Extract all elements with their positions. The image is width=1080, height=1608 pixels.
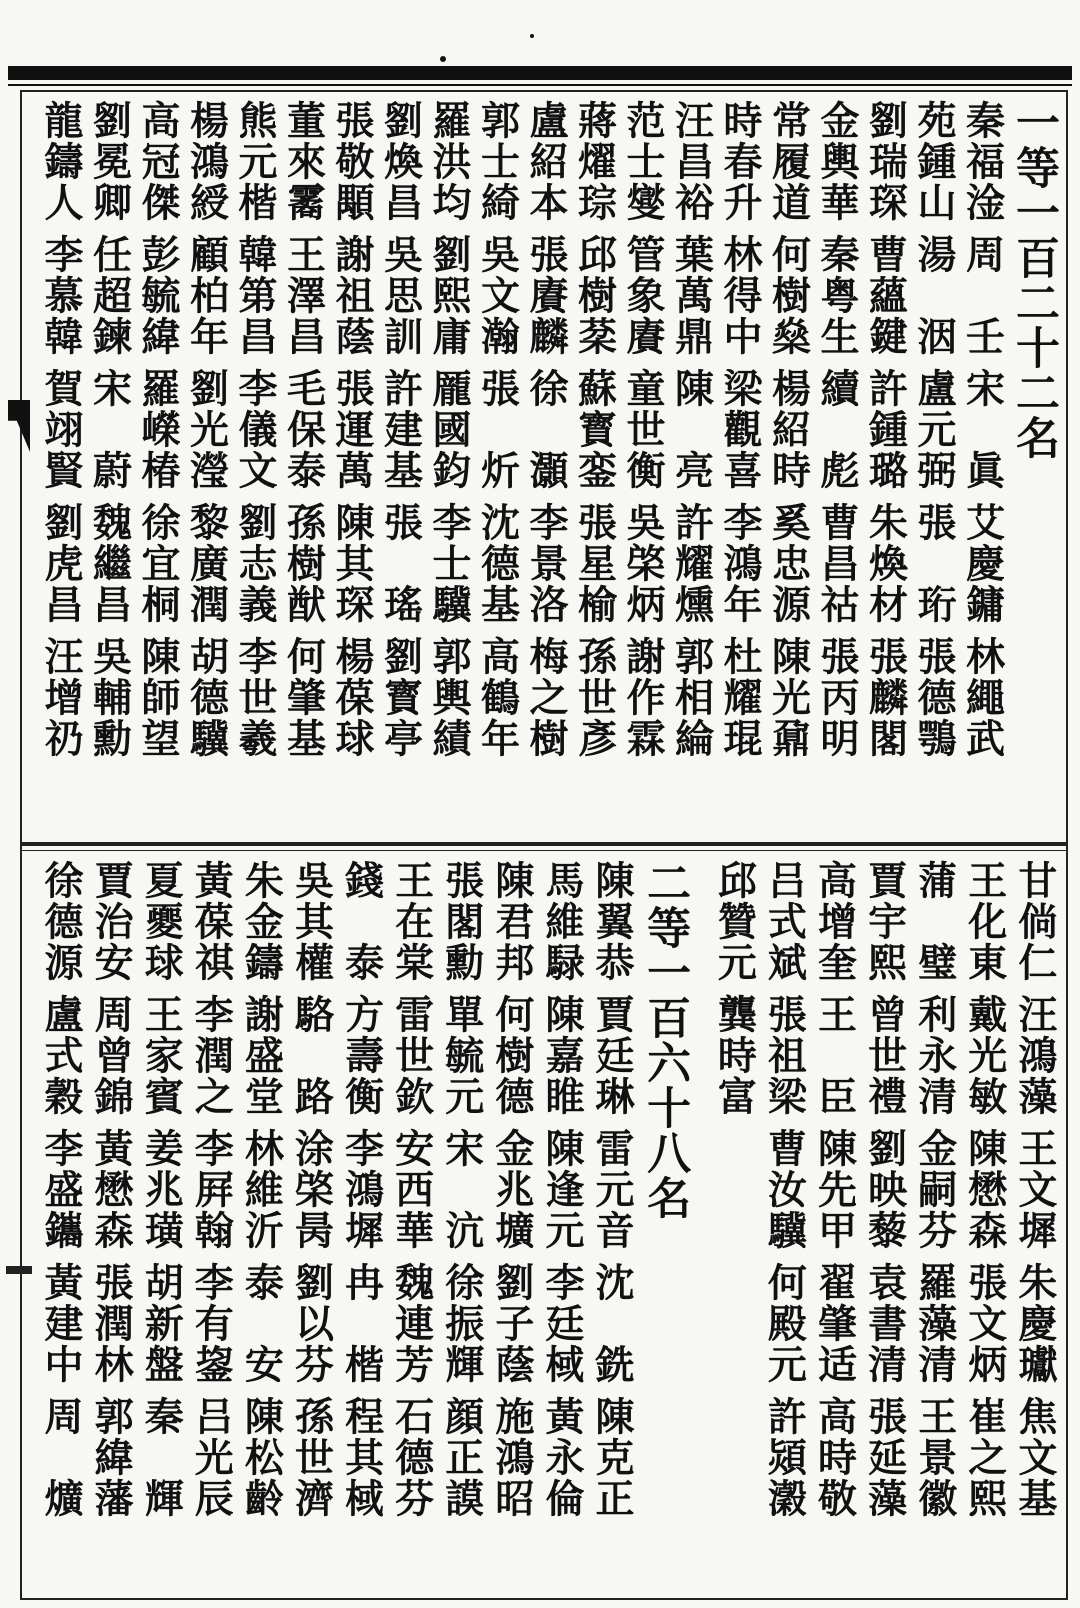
name-entry: 錢 泰: [338, 860, 385, 983]
name-entry: 邱樹棻: [571, 234, 618, 357]
name-entry: 孫世彥: [571, 636, 618, 759]
name-entry: 吕光辰: [188, 1396, 235, 1519]
name-entry: 楊葆球: [329, 636, 375, 759]
name-entry: 徐德源: [38, 860, 84, 983]
name-entry: 陳其琛: [329, 502, 375, 625]
name-entry: 羅洪均: [426, 100, 472, 223]
name-entry: 張星榆: [571, 502, 618, 625]
name-entry: 金輿華: [814, 100, 860, 223]
name-entry: 湯 洇: [911, 234, 957, 357]
section-divider-thin: [20, 850, 1068, 851]
name-entry: 管象賡: [620, 234, 666, 357]
name-entry: 顧柏年: [183, 234, 230, 357]
name-entry: 李潤之: [188, 994, 235, 1117]
name-entry: 盧紹本: [523, 100, 569, 223]
name-entry: 許耀燻: [668, 502, 715, 625]
name-entry: 孫世濟: [288, 1396, 335, 1519]
name-entry: 續 彪: [814, 368, 860, 491]
name-entry: 朱煥材: [862, 502, 909, 625]
name-entry: 黃葆祺: [188, 860, 235, 983]
name-entry: 單毓元: [438, 994, 485, 1117]
name-entry: 黃建中: [38, 1262, 84, 1385]
name-entry: 顔正謨: [438, 1396, 485, 1519]
name-entry: 陳師望: [135, 636, 181, 759]
name-entry: 李盛鑴: [38, 1128, 84, 1251]
name-entry: 黎廣潤: [183, 502, 230, 625]
name-entry: 張祖梁: [761, 994, 808, 1117]
name-entry: 李鴻年: [717, 502, 763, 625]
name-entry: 駱 路: [288, 994, 335, 1117]
name-entry: 龎國鈞: [426, 368, 472, 491]
name-entry: 張文炳: [961, 1262, 1008, 1385]
name-entry: 高鶴年: [474, 636, 521, 759]
name-entry: 黃懋森: [88, 1128, 135, 1251]
name-entry: 秦 輝: [138, 1396, 185, 1519]
name-entry: 賀翊賢: [38, 368, 84, 491]
name-entry: 何樹燊: [765, 234, 812, 357]
name-entry: 汪昌裕: [668, 100, 715, 223]
name-entry: 許熲瀔: [761, 1396, 808, 1519]
name-entry: 黃永倫: [538, 1396, 585, 1519]
name-entry: 劉映藜: [861, 1128, 908, 1251]
name-entry: 李屛翰: [188, 1128, 235, 1251]
name-entry: 時春升: [717, 100, 763, 223]
name-entry: 許鍾璐: [862, 368, 909, 491]
name-entry: 方壽衡: [338, 994, 385, 1117]
name-entry: 沈德基: [474, 502, 521, 625]
name-entry: 陳翼恭: [589, 860, 636, 983]
name-entry: 任超鍊: [86, 234, 133, 357]
name-entry: 盧元弼: [911, 368, 957, 491]
name-entry: 彭毓緯: [135, 234, 181, 357]
name-entry: 秦福淦: [959, 100, 1006, 223]
name-entry: 劉熙庸: [426, 234, 472, 357]
first-class-list: [38, 100, 1058, 838]
name-entry: 楊鴻綬: [183, 100, 230, 223]
name-entry: 陳克正: [589, 1396, 636, 1519]
name-entry: 吳其權: [288, 860, 335, 983]
name-entry: 雷世欽: [388, 994, 435, 1117]
name-entry: 張 瑤: [377, 502, 424, 625]
name-entry: 梁觀喜: [717, 368, 763, 491]
name-entry: 何肇基: [280, 636, 327, 759]
name-entry: 羅藻清: [911, 1262, 958, 1385]
name-entry: 蒲 璧: [911, 860, 958, 983]
name-entry: 王家賓: [138, 994, 185, 1117]
name-entry: 何殿元: [761, 1262, 808, 1385]
name-entry: 王景徽: [911, 1396, 958, 1519]
name-entry: 王 臣: [811, 994, 858, 1117]
name-entry: 賈治安: [88, 860, 135, 983]
name-entry: 梅之樹: [523, 636, 569, 759]
section-title-second-class: 二等一百六十八名: [639, 860, 691, 1220]
second-class-list: [38, 860, 1058, 1600]
name-entry: 張德鶚: [911, 636, 957, 759]
name-entry: 袁書清: [861, 1262, 908, 1385]
name-entry: 李景洛: [523, 502, 569, 625]
name-entry: 苑鍾山: [911, 100, 957, 223]
name-entry: 吕式斌: [761, 860, 808, 983]
name-entry: 奚忠源: [765, 502, 812, 625]
name-entry: 范士燮: [620, 100, 666, 223]
name-entry: 陳懋森: [961, 1128, 1008, 1251]
name-entry: 毛保泰: [280, 368, 327, 491]
name-entry: 謝祖蔭: [329, 234, 375, 357]
name-entry: 劉子蔭: [488, 1262, 535, 1385]
name-entry: 龔時富: [711, 994, 758, 1117]
name-entry: 李廷棫: [538, 1262, 585, 1385]
name-entry: 郭士綺: [474, 100, 521, 223]
name-entry: 張延藻: [861, 1396, 908, 1519]
name-entry: 利永清: [911, 994, 958, 1117]
name-entry: 常履道: [765, 100, 812, 223]
name-entry: 魏繼昌: [86, 502, 133, 625]
name-entry: 林維沂: [238, 1128, 285, 1251]
name-entry: 劉光瀅: [183, 368, 230, 491]
name-entry: 沈 銑: [589, 1262, 636, 1385]
name-entry: 徐振輝: [438, 1262, 485, 1385]
name-entry: 王化東: [961, 860, 1008, 983]
name-entry: 汪鴻藻: [1011, 994, 1058, 1117]
name-entry: 賈廷琳: [589, 994, 636, 1117]
name-entry: 韓第昌: [232, 234, 278, 357]
name-entry: 劉志義: [232, 502, 278, 625]
name-entry: 張 珩: [911, 502, 957, 625]
name-entry: 吳棨炳: [620, 502, 666, 625]
name-entry: 施鴻昭: [488, 1396, 535, 1519]
name-entry: 冉 楷: [338, 1262, 385, 1385]
name-entry: 陳松齡: [238, 1396, 285, 1519]
name-entry: 吳輔勳: [86, 636, 133, 759]
name-entry: 張麟閣: [862, 636, 909, 759]
name-entry: 宋 眞: [959, 368, 1006, 491]
name-entry: 謝盛堂: [238, 994, 285, 1117]
name-entry: 曾世禮: [861, 994, 908, 1117]
name-entry: 姜兆璜: [138, 1128, 185, 1251]
name-entry: 蔣燿琮: [571, 100, 618, 223]
name-entry: 徐宜桐: [135, 502, 181, 625]
name-entry: 汪增礽: [38, 636, 84, 759]
binding-mark: [6, 1266, 32, 1274]
name-entry: 陳光鼐: [765, 636, 812, 759]
name-entry: 林繩武: [959, 636, 1006, 759]
name-entry: 徐 灝: [523, 368, 569, 491]
name-entry: 吳思訓: [377, 234, 424, 357]
name-entry: 馬維騄: [538, 860, 585, 983]
name-entry: 泰 安: [238, 1262, 285, 1385]
name-entry: 宋 蔚: [86, 368, 133, 491]
name-entry: 李儀文: [232, 368, 278, 491]
name-entry: 王澤昌: [280, 234, 327, 357]
name-entry: 陳先甲: [811, 1128, 858, 1251]
name-entry: 李鴻墀: [338, 1128, 385, 1251]
name-entry: 胡德驥: [183, 636, 230, 759]
name-entry: 邱贊元: [711, 860, 758, 983]
ink-speck: [530, 34, 534, 38]
name-entry: 劉煥昌: [377, 100, 424, 223]
name-entry: 周 壬: [959, 234, 1006, 357]
name-entry: 雷元音: [589, 1128, 636, 1251]
section-title-first-class: 一等一百二十二名: [1008, 100, 1059, 460]
name-entry: 秦粤生: [814, 234, 860, 357]
name-entry: 曹汝驥: [761, 1128, 808, 1251]
name-entry: 李士驥: [426, 502, 472, 625]
name-entry: 郭輿績: [426, 636, 472, 759]
top-rule-thin: [8, 84, 1072, 86]
name-entry: 龍鑄人: [38, 100, 84, 223]
name-entry: 董來霱: [280, 100, 327, 223]
name-entry: 曹昌祜: [814, 502, 860, 625]
name-entry: 陳逢元: [538, 1128, 585, 1251]
name-entry: 石德芬: [388, 1396, 435, 1519]
name-entry: 楊紹時: [765, 368, 812, 491]
name-entry: 賈宇熙: [861, 860, 908, 983]
name-entry: 劉瑞琛: [862, 100, 909, 223]
name-entry: 宋 沆: [438, 1128, 485, 1251]
name-entry: 吳文瀚: [474, 234, 521, 357]
name-entry: 童世衡: [620, 368, 666, 491]
name-entry: 魏連芳: [388, 1262, 435, 1385]
name-entry: 李有鋆: [188, 1262, 235, 1385]
name-entry: 金兆壙: [488, 1128, 535, 1251]
top-rule: [8, 66, 1072, 80]
name-entry: 金嗣芬: [911, 1128, 958, 1251]
name-entry: 程其棫: [338, 1396, 385, 1519]
name-entry: 周曾錦: [88, 994, 135, 1117]
name-entry: 李世羲: [232, 636, 278, 759]
name-entry: 張丙明: [814, 636, 860, 759]
name-entry: 蘇寳銮: [571, 368, 618, 491]
name-entry: 安西華: [388, 1128, 435, 1251]
name-entry: 翟肇适: [811, 1262, 858, 1385]
name-entry: 劉虎昌: [38, 502, 84, 625]
name-entry: 劉寳亭: [377, 636, 424, 759]
name-entry: 張 炘: [474, 368, 521, 491]
name-entry: 熊元楷: [232, 100, 278, 223]
name-entry: 張敬顒: [329, 100, 375, 223]
name-entry: 張閣勳: [438, 860, 485, 983]
name-entry: 戴光敏: [961, 994, 1008, 1117]
name-entry: 夏夒球: [138, 860, 185, 983]
name-entry: 孫樹猷: [280, 502, 327, 625]
name-entry: 王文墀: [1011, 1128, 1058, 1251]
section-divider: [20, 842, 1068, 846]
ink-speck: [440, 56, 446, 62]
name-entry: 謝作霖: [620, 636, 666, 759]
name-entry: 劉冕卿: [86, 100, 133, 223]
name-entry: 張潤林: [88, 1262, 135, 1385]
name-entry: 朱慶瓛: [1011, 1262, 1058, 1385]
name-entry: 高時敬: [811, 1396, 858, 1519]
name-entry: 劉以芬: [288, 1262, 335, 1385]
name-entry: 焦文基: [1011, 1396, 1058, 1519]
name-entry: 張運萬: [329, 368, 375, 491]
name-entry: 張賡麟: [523, 234, 569, 357]
name-entry: 陳嘉睢: [538, 994, 585, 1117]
name-entry: 甘倘仁: [1011, 860, 1058, 983]
name-entry: 高增奎: [811, 860, 858, 983]
name-entry: 陳君邦: [488, 860, 535, 983]
name-entry: 陳 亮: [668, 368, 715, 491]
name-entry: 何樹德: [488, 994, 535, 1117]
name-entry: 李慕韓: [38, 234, 84, 357]
name-entry: 郭緯藩: [88, 1396, 135, 1519]
name-entry: 朱金鑄: [238, 860, 285, 983]
name-entry: 艾慶鏞: [959, 502, 1006, 625]
name-entry: 王在棠: [388, 860, 435, 983]
name-entry: 羅嶸椿: [135, 368, 181, 491]
name-entry: 胡新盤: [138, 1262, 185, 1385]
name-entry: 盧式穀: [38, 994, 84, 1117]
name-entry: 杜耀琨: [717, 636, 763, 759]
name-entry: 周 爌: [38, 1396, 84, 1519]
name-entry: 涂棨昺: [288, 1128, 335, 1251]
name-entry: 曹蘊鍵: [862, 234, 909, 357]
name-entry: 葉萬鼎: [668, 234, 715, 357]
name-entry: 崔之熙: [961, 1396, 1008, 1519]
name-entry: 郭相綸: [668, 636, 715, 759]
name-entry: 許建基: [377, 368, 424, 491]
name-entry: 高冠傑: [135, 100, 181, 223]
name-entry: 林得中: [717, 234, 763, 357]
